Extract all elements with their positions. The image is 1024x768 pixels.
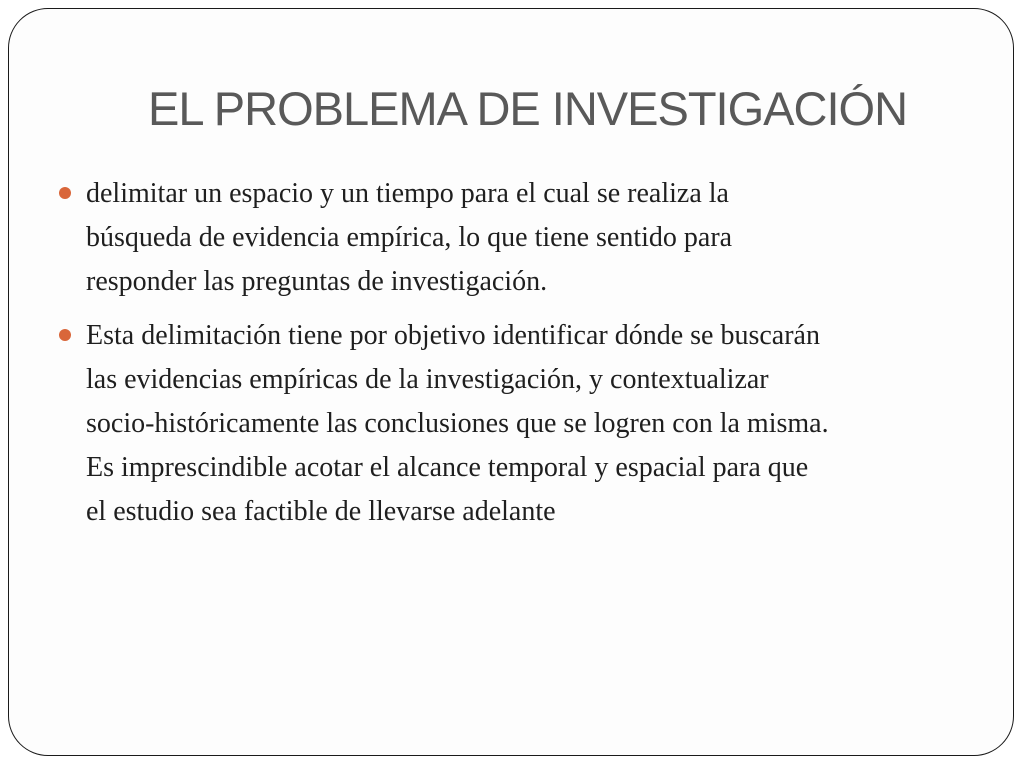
bullet-line: delimitar un espacio y un tiempo para el cual se realiza la <box>86 178 729 209</box>
bullet-list <box>86 172 986 544</box>
bullet-line: Es imprescindible acotar el alcance temporal y espacial para que <box>86 452 809 483</box>
bullet-text <box>86 172 986 304</box>
bullet-item <box>86 172 986 304</box>
bullet-text <box>86 314 986 534</box>
bullet-item <box>86 314 986 534</box>
bullet-line: socio-históricamente las conclusiones que se logren con la misma. <box>86 408 829 439</box>
slide-title: EL PROBLEMA DE INVESTIGACIÓN <box>148 82 908 135</box>
bullet-dot-icon <box>59 329 71 341</box>
bullet-line: búsqueda de evidencia empírica, lo que tiene sentido para <box>86 222 733 253</box>
bullet-line: el estudio sea factible de llevarse adelante <box>86 496 556 527</box>
bullet-line: las evidencias empíricas de la investigación, y contextualizar <box>86 364 769 395</box>
bullet-line: Esta delimitación tiene por objetivo identificar dónde se buscarán <box>86 320 820 351</box>
bullet-line: responder las preguntas de investigación. <box>86 266 548 297</box>
bullet-dot-icon <box>59 187 71 199</box>
